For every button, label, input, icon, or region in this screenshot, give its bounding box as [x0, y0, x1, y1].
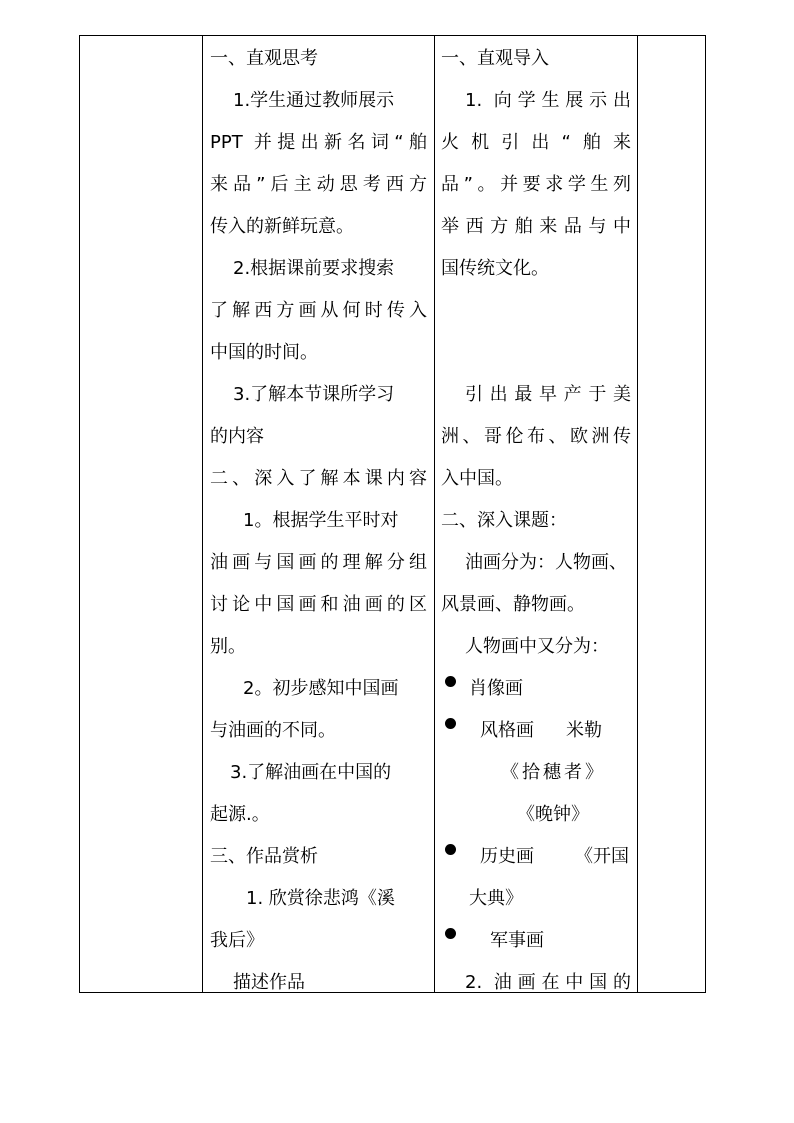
teacher-line: 二、深入课题： [441, 510, 567, 531]
student-line: 传入的新鲜玩意。 [210, 216, 354, 237]
teacher-line: 2. 油画在中国的 [465, 972, 631, 993]
student-line: 讨论中国画和油画的区 [210, 594, 427, 615]
teacher-line: 洲、哥伦布、欧洲传 [441, 426, 631, 447]
teacher-line: 油画分为：人物画、 [465, 552, 627, 573]
teacher-activity-column [435, 36, 637, 992]
student-line: 了解西方画从何时传入 [210, 300, 427, 321]
teacher-line: 国传统文化。 [441, 258, 549, 279]
teacher-line: 一、直观导入 [441, 48, 549, 69]
student-line: 3.了解本节课所学习 [233, 384, 395, 405]
artwork-title: 《晚钟》 [517, 804, 589, 825]
empty-left-column [80, 36, 202, 992]
empty-right-column [638, 36, 705, 992]
teacher-line: 引出最早产于美 [465, 384, 631, 405]
student-line: 1。根据学生平时对 [243, 510, 399, 531]
teacher-line: 火机引出“舶来 [441, 132, 631, 153]
bullet-text: 肖像画 [469, 678, 523, 699]
artwork-title: 《拾穗者》 [501, 762, 606, 783]
student-line: 2。初步感知中国画 [243, 678, 399, 699]
student-line: 的内容 [210, 426, 264, 447]
student-line: PPT 并提出新名词“舶 [210, 132, 427, 153]
student-line: 3.了解油画在中国的 [230, 762, 392, 783]
bullet-text: 历史画 [480, 846, 534, 867]
bullet-dot [445, 928, 456, 939]
student-line: 别。 [210, 636, 246, 657]
teacher-line: 人物画中又分为： [465, 636, 609, 657]
student-line: 2.根据课前要求搜索 [233, 258, 395, 279]
student-line: 1. 欣赏徐悲鸿《溪 [246, 888, 395, 909]
teacher-line: 举西方舶来品与中 [441, 216, 631, 237]
student-line: 描述作品 [233, 972, 305, 993]
student-line: 中国的时间。 [210, 342, 318, 363]
student-activity-column [203, 36, 434, 992]
student-line: 与油画的不同。 [210, 720, 336, 741]
bullet-text: 军事画 [490, 930, 544, 951]
student-line: 一、直观思考 [210, 48, 318, 69]
bullet-text: 大典》 [469, 888, 523, 909]
student-line: 1.学生通过教师展示 [233, 90, 395, 111]
student-line: 来品”后主动思考西方 [210, 174, 427, 195]
teacher-line: 品”。并要求学生列 [441, 174, 631, 195]
teacher-line: 入中国。 [441, 468, 513, 489]
bullet-text-extra: 米勒 [566, 720, 602, 741]
teacher-line: 1. 向学生展示出 [465, 90, 631, 111]
student-line: 二、深入了解本课内容 [210, 468, 427, 489]
lesson-table [79, 35, 706, 993]
student-line: 油画与国画的理解分组 [210, 552, 427, 573]
bullet-dot [445, 676, 456, 687]
student-line: 三、作品赏析 [210, 846, 318, 867]
student-line: 我后》 [210, 930, 264, 951]
teacher-line: 风景画、静物画。 [441, 594, 585, 615]
bullet-text: 风格画 [480, 720, 534, 741]
bullet-dot [445, 844, 456, 855]
bullet-dot [445, 718, 456, 729]
bullet-text-extra: 《开国 [575, 846, 629, 867]
student-line: 起源.。 [210, 804, 270, 825]
